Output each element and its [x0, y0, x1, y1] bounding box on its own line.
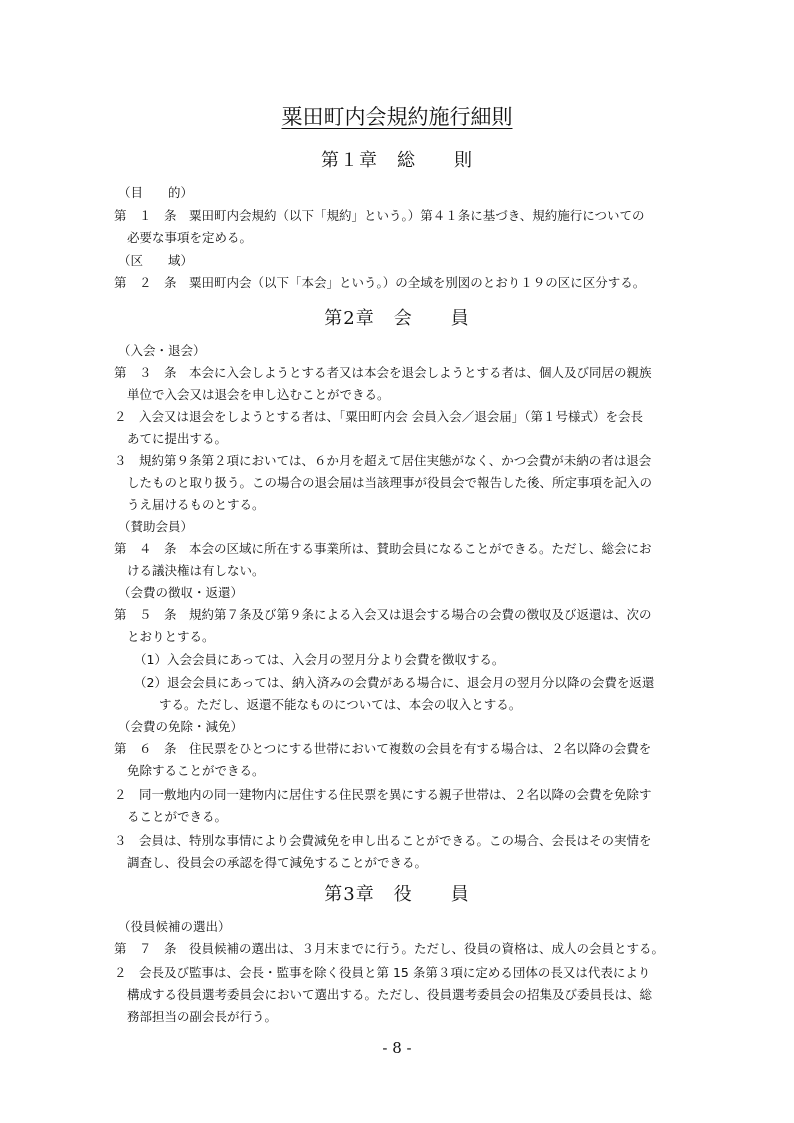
article-2-line-1: 第 ２ 条 粟田町内会（以下「本会」という。）の全域を別図のとおり１９の区に区分する。: [114, 275, 646, 290]
article-7-para-2-line-1: ２ 会長及び監事は、会長・監事を除く役員と第 15 条第３項に定める団体の長又は代表により: [114, 965, 651, 980]
article-3-para-3-line-3: うえ届けるものとする。: [127, 497, 265, 512]
article-3-para-2-line-2: あてに提出する。: [127, 431, 228, 446]
section-heading-supporting-members: （賛助会員）: [118, 519, 194, 534]
article-3-para-2-line-1: ２ 入会又は退会をしようとする者は、「粟田町内会 会員入会／退会届」（第１号様式）を会長: [114, 409, 643, 424]
article-6-para-2-line-1: ２ 同一敷地内の同一建物内に居住する住民票を異にする親子世帯は、２名以降の会費を免除す: [114, 787, 652, 802]
section-heading-fee-exemption: （会費の免除・減免）: [118, 719, 244, 734]
article-6-line-2: 免除することができる。: [127, 763, 265, 778]
article-4-line-2: ける議決権は有しない。: [127, 563, 265, 578]
section-heading-officer-selection: （役員候補の選出）: [118, 919, 231, 934]
article-1-line-2: 必要な事項を定める。: [127, 230, 253, 245]
page-number: - 8 -: [382, 1039, 412, 1057]
document-title: 粟田町内会規約施行細則: [281, 105, 513, 129]
article-7-para-2-line-3: 務部担当の副会長が行う。: [127, 1009, 278, 1024]
article-7-para-2-line-2: 構成する役員選考委員会において選出する。ただし、役員選考委員会の招集及び委員長は、総: [127, 987, 653, 1002]
article-6-line-1: 第 ６ 条 住民票をひとつにする世帯において複数の会員を有する場合は、２名以降の会費を: [114, 741, 652, 756]
article-6-para-3-line-1: ３ 会員は、特別な事情により会費減免を申し出ることができる。この場合、会長はその実情を: [114, 833, 652, 848]
article-3-para-3-line-1: ３ 規約第９条第２項においては、６か月を超えて居住実態がなく、かつ会費が未納の者は退会: [114, 453, 652, 468]
article-3-line-2: 単位で入会又は退会を申し込むことができる。: [127, 387, 390, 402]
article-5-item-2-line-1: （2）退会会員にあっては、納入済みの会費がある場合に、退会月の翌月分以降の会費を返還: [134, 675, 655, 690]
article-3-line-1: 第 ３ 条 本会に入会しようとする者又は本会を退会しようとする者は、個人及び同居の親族: [114, 365, 652, 380]
chapter-3-heading: 第3章 役 員: [324, 884, 470, 905]
article-6-para-3-line-2: 調査し、役員会の承認を得て減免することができる。: [127, 855, 428, 870]
section-heading-join-leave: （入会・退会）: [118, 343, 206, 358]
article-7-line-1: 第 ７ 条 役員候補の選出は、３月末までに行う。ただし、役員の資格は、成人の会員とする。: [114, 941, 665, 956]
article-4-line-1: 第 ４ 条 本会の区域に所在する事業所は、賛助会員になることができる。ただし、総会にお: [114, 541, 652, 556]
section-heading-purpose: （目 的）: [118, 185, 194, 200]
article-6-para-2-line-2: ることができる。: [127, 809, 228, 824]
section-heading-area: （区 域）: [118, 253, 194, 268]
chapter-1-heading: 第１章 総 則: [321, 150, 473, 171]
article-5-item-1: （1）入会会員にあっては、入会月の翌月分より会費を徴収する。: [134, 652, 505, 667]
chapter-2-heading: 第2章 会 員: [324, 308, 470, 329]
article-5-line-1: 第 ５ 条 規約第７条及び第９条による入会又は退会する場合の会費の徴収及び返還は、次の: [114, 607, 652, 622]
section-heading-fee-collection: （会費の徴収・返還）: [118, 585, 244, 600]
article-1-line-1: 第 １ 条 粟田町内会規約（以下「規約」という。）第４１条に基づき、規約施行についての: [114, 208, 645, 223]
article-3-para-3-line-2: したものと取り扱う。この場合の退会届は当該理事が役員会で報告した後、所定事項を記入の: [127, 475, 653, 490]
article-5-item-2-line-2: する。ただし、返還不能なものについては、本会の収入とする。: [159, 697, 522, 712]
article-5-line-2: とおりとする。: [127, 629, 215, 644]
